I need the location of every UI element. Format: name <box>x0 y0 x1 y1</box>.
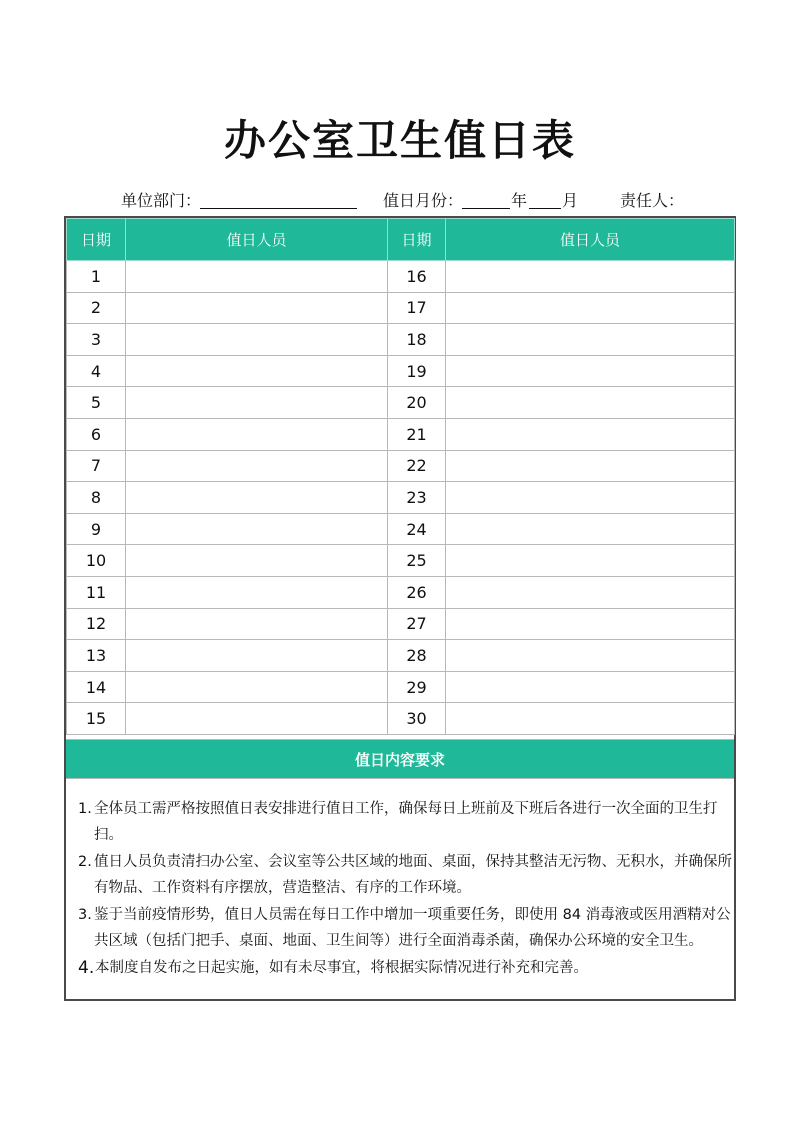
day-cell-left: 13 <box>67 640 126 672</box>
staff-cell-left[interactable] <box>126 576 388 608</box>
month-unit: 月 <box>562 191 579 210</box>
staff-cell-right[interactable] <box>446 545 735 577</box>
staff-cell-left[interactable] <box>126 387 388 419</box>
day-cell-right: 29 <box>388 671 446 703</box>
day-cell-right: 25 <box>388 545 446 577</box>
requirement-item <box>78 849 732 901</box>
header-staff-right: 值日人员 <box>446 219 735 261</box>
day-cell-right: 26 <box>388 576 446 608</box>
staff-cell-right[interactable] <box>446 418 735 450</box>
table-row <box>67 545 735 577</box>
staff-cell-left[interactable] <box>126 292 388 324</box>
table-row <box>67 450 735 482</box>
requirements-header: 值日内容要求 <box>66 739 734 779</box>
staff-cell-left[interactable] <box>126 671 388 703</box>
day-cell-right: 27 <box>388 608 446 640</box>
requirement-text: 本制度自发布之日起实施，如有未尽事宜，将根据实际情况进行补充和完善。 <box>95 960 588 976</box>
day-cell-right: 20 <box>388 387 446 419</box>
day-cell-left: 11 <box>67 576 126 608</box>
page-title: 办公室卫生值日表 <box>223 116 576 165</box>
staff-cell-left[interactable] <box>126 261 388 293</box>
day-cell-left: 1 <box>67 261 126 293</box>
header-staff-left: 值日人员 <box>126 219 388 261</box>
table-row <box>67 324 735 356</box>
day-cell-right: 21 <box>388 418 446 450</box>
requirement-item <box>78 796 732 848</box>
staff-cell-right[interactable] <box>446 355 735 387</box>
staff-cell-left[interactable] <box>126 482 388 514</box>
day-cell-left: 9 <box>67 513 126 545</box>
table-row <box>67 671 735 703</box>
requirement-item <box>78 955 732 981</box>
staff-cell-right[interactable] <box>446 640 735 672</box>
staff-cell-right[interactable] <box>446 261 735 293</box>
staff-cell-right[interactable] <box>446 292 735 324</box>
month-label: 值日月份： <box>383 191 464 210</box>
day-cell-right: 28 <box>388 640 446 672</box>
table-row <box>67 576 735 608</box>
duty-table <box>66 218 735 735</box>
table-row <box>67 418 735 450</box>
staff-cell-right[interactable] <box>446 450 735 482</box>
requirement-number: 2. <box>78 854 92 870</box>
requirements-list <box>78 796 732 982</box>
day-cell-left: 4 <box>67 355 126 387</box>
day-cell-left: 3 <box>67 324 126 356</box>
dept-field[interactable] <box>200 208 357 209</box>
staff-cell-left[interactable] <box>126 545 388 577</box>
staff-cell-right[interactable] <box>446 387 735 419</box>
staff-cell-right[interactable] <box>446 576 735 608</box>
staff-cell-right[interactable] <box>446 513 735 545</box>
table-row <box>67 482 735 514</box>
info-row <box>0 188 800 214</box>
table-header-row <box>67 219 735 261</box>
requirement-text: 鉴于当前疫情形势，值日人员需在每日工作中增加一项重要任务，即使用 84 消毒液或医用酒精对公共区域（包括门把手、桌面、地面、卫生间等）进行全面消毒杀菌，确保办公环境的安全卫生。 <box>94 907 731 949</box>
staff-cell-right[interactable] <box>446 671 735 703</box>
day-cell-left: 10 <box>67 545 126 577</box>
day-cell-right: 17 <box>388 292 446 324</box>
requirement-number: 3. <box>78 907 92 923</box>
staff-cell-left[interactable] <box>126 418 388 450</box>
day-cell-right: 23 <box>388 482 446 514</box>
day-cell-right: 30 <box>388 703 446 735</box>
staff-cell-right[interactable] <box>446 608 735 640</box>
staff-cell-left[interactable] <box>126 703 388 735</box>
dept-label: 单位部门： <box>121 191 202 210</box>
staff-cell-left[interactable] <box>126 324 388 356</box>
day-cell-left: 12 <box>67 608 126 640</box>
year-unit: 年 <box>511 191 528 210</box>
day-cell-left: 2 <box>67 292 126 324</box>
requirement-item <box>78 902 732 954</box>
day-cell-left: 8 <box>67 482 126 514</box>
table-row <box>67 292 735 324</box>
day-cell-left: 6 <box>67 418 126 450</box>
day-cell-left: 7 <box>67 450 126 482</box>
day-cell-left: 5 <box>67 387 126 419</box>
day-cell-right: 24 <box>388 513 446 545</box>
requirement-text: 全体员工需严格按照值日表安排进行值日工作，确保每日上班前及下班后各进行一次全面的卫生打扫。 <box>94 801 718 843</box>
table-row <box>67 608 735 640</box>
staff-cell-left[interactable] <box>126 450 388 482</box>
staff-cell-right[interactable] <box>446 482 735 514</box>
day-cell-left: 15 <box>67 703 126 735</box>
staff-cell-left[interactable] <box>126 640 388 672</box>
header-date-right: 日期 <box>388 219 446 261</box>
month-field[interactable] <box>529 208 561 209</box>
duty-form <box>64 216 736 1001</box>
day-cell-right: 18 <box>388 324 446 356</box>
table-row <box>67 703 735 735</box>
table-row <box>67 387 735 419</box>
staff-cell-left[interactable] <box>126 513 388 545</box>
header-date-left: 日期 <box>67 219 126 261</box>
staff-cell-right[interactable] <box>446 324 735 356</box>
requirement-number: 4. <box>78 958 95 978</box>
table-row <box>67 355 735 387</box>
year-field[interactable] <box>462 208 510 209</box>
day-cell-right: 16 <box>388 261 446 293</box>
responsible-label: 责任人： <box>620 191 685 210</box>
staff-cell-right[interactable] <box>446 703 735 735</box>
day-cell-right: 19 <box>388 355 446 387</box>
table-row <box>67 640 735 672</box>
requirement-number: 1. <box>78 801 92 817</box>
requirement-text: 值日人员负责清扫办公室、会议室等公共区域的地面、桌面，保持其整洁无污物、无积水，并确保所有物品、工作资料有序摆放，营造整洁、有序的工作环境。 <box>94 854 732 896</box>
staff-cell-left[interactable] <box>126 608 388 640</box>
day-cell-right: 22 <box>388 450 446 482</box>
staff-cell-left[interactable] <box>126 355 388 387</box>
table-row <box>67 261 735 293</box>
table-row <box>67 513 735 545</box>
day-cell-left: 14 <box>67 671 126 703</box>
